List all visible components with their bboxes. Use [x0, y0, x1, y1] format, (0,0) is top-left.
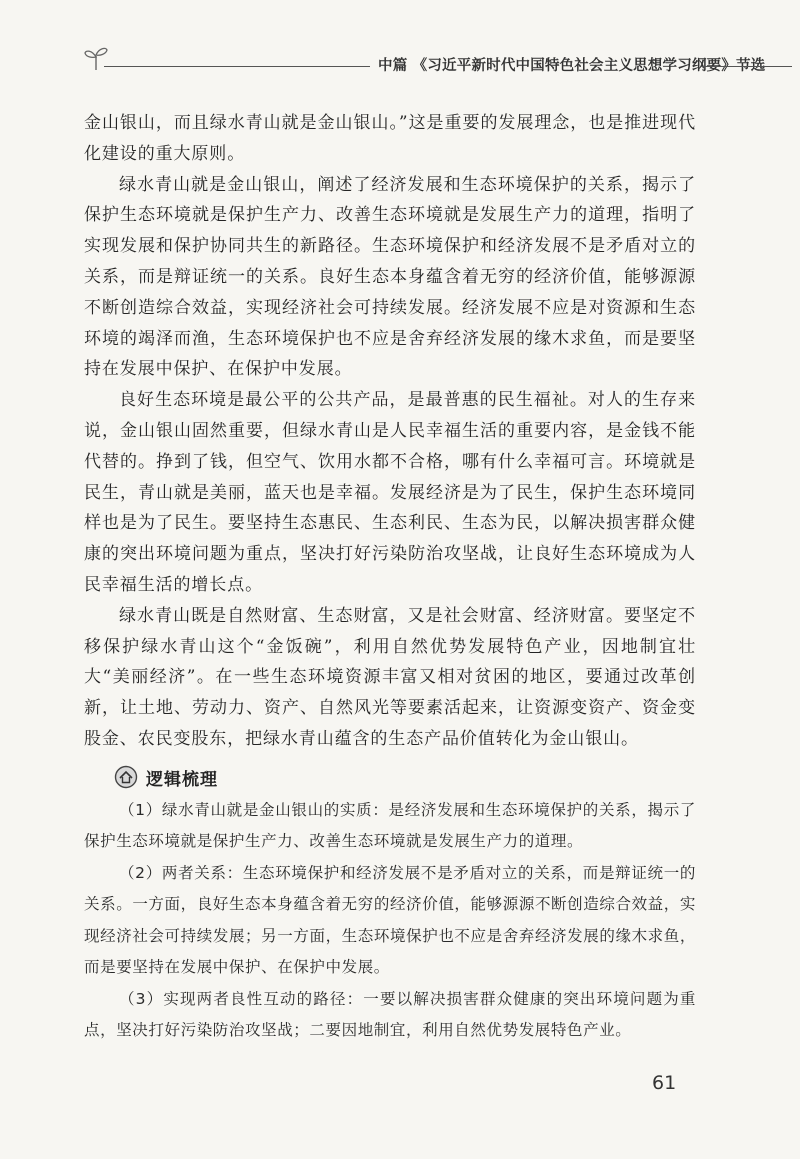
- page-body: [84, 108, 696, 1047]
- header-rule-right: [700, 66, 792, 67]
- body-paragraph: 绿水青山就是金山银山，阐述了经济发展和生态环境保护的关系，揭示了保护生态环境就是保护生产力、改善生态环境就是发展生产力的道理，指明了实现发展和保护协同共生的新路径。生态环境保护和经济发展不是矛盾对立的关系，而是辩证统一的关系。良好生态本身蕴含着无穷的经济价值，能够源源不断创造综合效益，实现经济社会可持续发展。经济发展不应是对资源和生态环境的竭泽而渔，生态环境保护也不应是舍弃经济发展的缘木求鱼，而是要坚持在发展中保护、在保护中发展。: [84, 174, 696, 380]
- logic-point: （3）实现两者良性互动的路径：一要以解决损害群众健康的突出环境问题为重点，坚决打好污染防治攻坚战；二要因地制宜，利用自然优势发展特色产业。: [84, 989, 696, 1040]
- section-title: 逻辑梳理: [146, 769, 218, 790]
- header-title: 中篇 《习近平新时代中国特色社会主义思想学习纲要》节选: [378, 58, 766, 74]
- logic-point: （1）绿水青山就是金山银山的实质：是经济发展和生态环境保护的关系，揭示了保护生态环境就是保护生产力、改善生态环境就是发展生产力的道理。: [84, 800, 696, 851]
- running-header: [82, 44, 792, 84]
- body-paragraph: 良好生态环境是最公平的公共产品，是最普惠的民生福祉。对人的生存来说，金山银山固然重要，但绿水青山是人民幸福生活的重要内容，是金钱不能代替的。挣到了钱，但空气、饮用水都不合格，哪有什么幸福可言。环境就是民生，青山就是美丽，蓝天也是幸福。发展经济是为了民生，保护生态环境同样也是为了民生。要坚持生态惠民、生态利民、生态为民，以解决损害群众健康的突出环境问题为重点，坚决打好污染防治攻坚战，让良好生态环境成为人民幸福生活的增长点。: [84, 390, 696, 595]
- body-paragraph: 绿水青山既是自然财富、生态财富，又是社会财富、经济财富。要坚定不移保护绿水青山这个“金饭碗”，利用自然优势发展特色产业，因地制宜壮大“美丽经济”。在一些生态环境资源丰富又相对贫困的地区，要通过改革创新，让土地、劳动力、资产、自然风光等要素活起来，让资源变资产、资金变股金、农民变股东，把绿水青山蕴含的生态产品价值转化为金山银山。: [84, 605, 696, 749]
- header-rule-left: [104, 66, 370, 67]
- sprout-icon: [82, 44, 110, 72]
- logic-icon: [114, 765, 138, 789]
- page-number: 61: [652, 1072, 677, 1094]
- body-paragraph: 金山银山，而且绿水青山就是金山银山。”这是重要的发展理念，也是推进现代化建设的重大原则。: [84, 113, 696, 164]
- logic-point: （2）两者关系：生态环境保护和经济发展不是矛盾对立的关系，而是辩证统一的关系。一方面，良好生态本身蕴含着无穷的经济价值，能够源源不断创造综合效益，实现经济社会可持续发展；另一方面，生态环境保护也不应是舍弃经济发展的缘木求鱼，而是要坚持在发展中保护、在保护中发展。: [84, 863, 696, 977]
- logic-section-heading: [84, 759, 696, 795]
